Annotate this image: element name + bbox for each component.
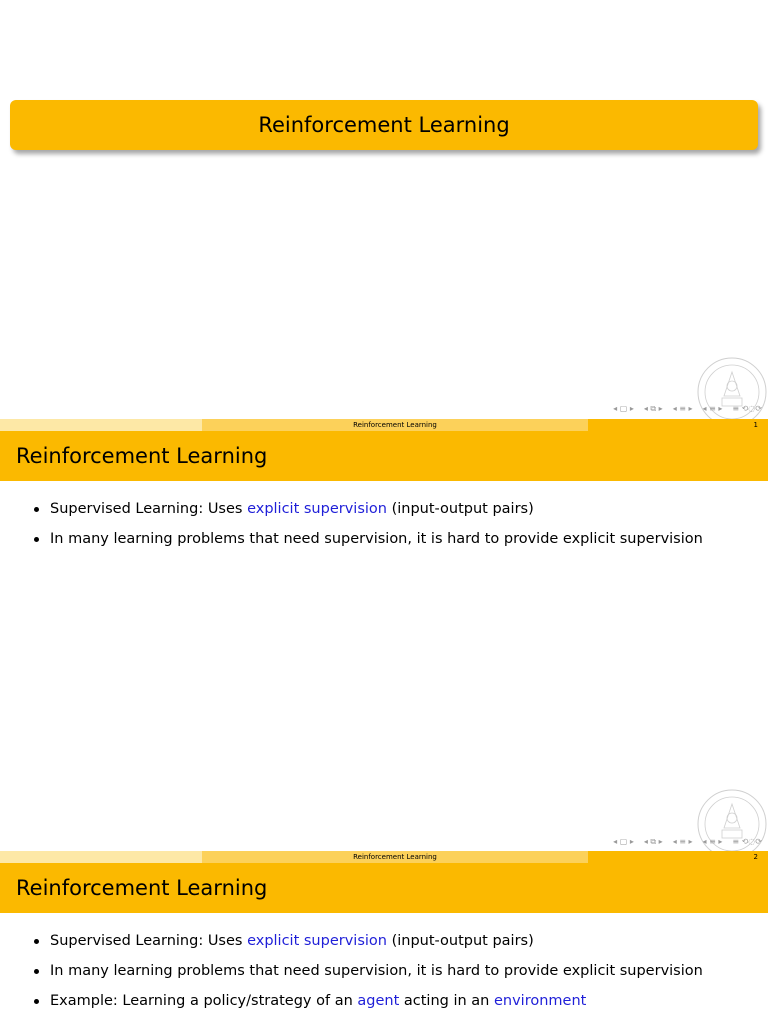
- frame-icon[interactable]: ◂ ⧉ ▸: [643, 404, 663, 413]
- list-item: In many learning problems that need supervision, it is hard to provide explicit supervision: [32, 956, 703, 986]
- highlight-text: agent: [357, 993, 400, 1009]
- slide-footer: [0, 851, 768, 863]
- presentation-title: Reinforcement Learning: [258, 113, 510, 137]
- list-item: Supervised Learning: Uses explicit supervision (input-output pairs): [32, 926, 703, 956]
- slide-1: [0, 0, 768, 420]
- highlight-text: explicit supervision: [247, 933, 387, 949]
- footer-title: Reinforcement Learning: [353, 421, 437, 429]
- title-box: [10, 100, 758, 150]
- subsection-icon[interactable]: ◂ ≡ ▸: [702, 837, 723, 846]
- slide-3: [0, 863, 768, 1024]
- bullet-list: [32, 926, 703, 1016]
- slide-footer: [0, 419, 768, 431]
- page-number: 2: [753, 853, 758, 861]
- highlight-text: environment: [493, 993, 587, 1009]
- beamer-navigation[interactable]: [613, 837, 762, 847]
- frame-prev-icon[interactable]: ◂ ▢ ▸: [613, 837, 634, 846]
- list-item: Supervised Learning: Uses explicit supervision (input-output pairs): [32, 494, 703, 524]
- frame-title-bar: [0, 863, 768, 913]
- highlight-text: explicit supervision: [247, 501, 387, 517]
- frame-icon[interactable]: ◂ ⧉ ▸: [643, 837, 663, 846]
- page-number: 1: [753, 421, 758, 429]
- subsection-icon[interactable]: ◂ ≡ ▸: [702, 404, 723, 413]
- frame-title: Reinforcement Learning: [16, 444, 268, 468]
- beamer-navigation[interactable]: [613, 404, 762, 414]
- slide-2: [0, 431, 768, 851]
- bullet-list: [32, 494, 703, 554]
- footer-title: Reinforcement Learning: [353, 853, 437, 861]
- search-icon[interactable]: ≡ ⟲◌⟳: [732, 404, 762, 413]
- section-icon[interactable]: ◂ ≡ ▸: [672, 404, 693, 413]
- list-item: Example: Learning a policy/strategy of an agent acting in an environment: [32, 986, 703, 1016]
- frame-title: Reinforcement Learning: [16, 876, 268, 900]
- frame-title-bar: [0, 431, 768, 481]
- section-icon[interactable]: ◂ ≡ ▸: [672, 837, 693, 846]
- search-icon[interactable]: ≡ ⟲◌⟳: [732, 837, 762, 846]
- list-item: In many learning problems that need supervision, it is hard to provide explicit supervision: [32, 524, 703, 554]
- frame-prev-icon[interactable]: ◂ ▢ ▸: [613, 404, 634, 413]
